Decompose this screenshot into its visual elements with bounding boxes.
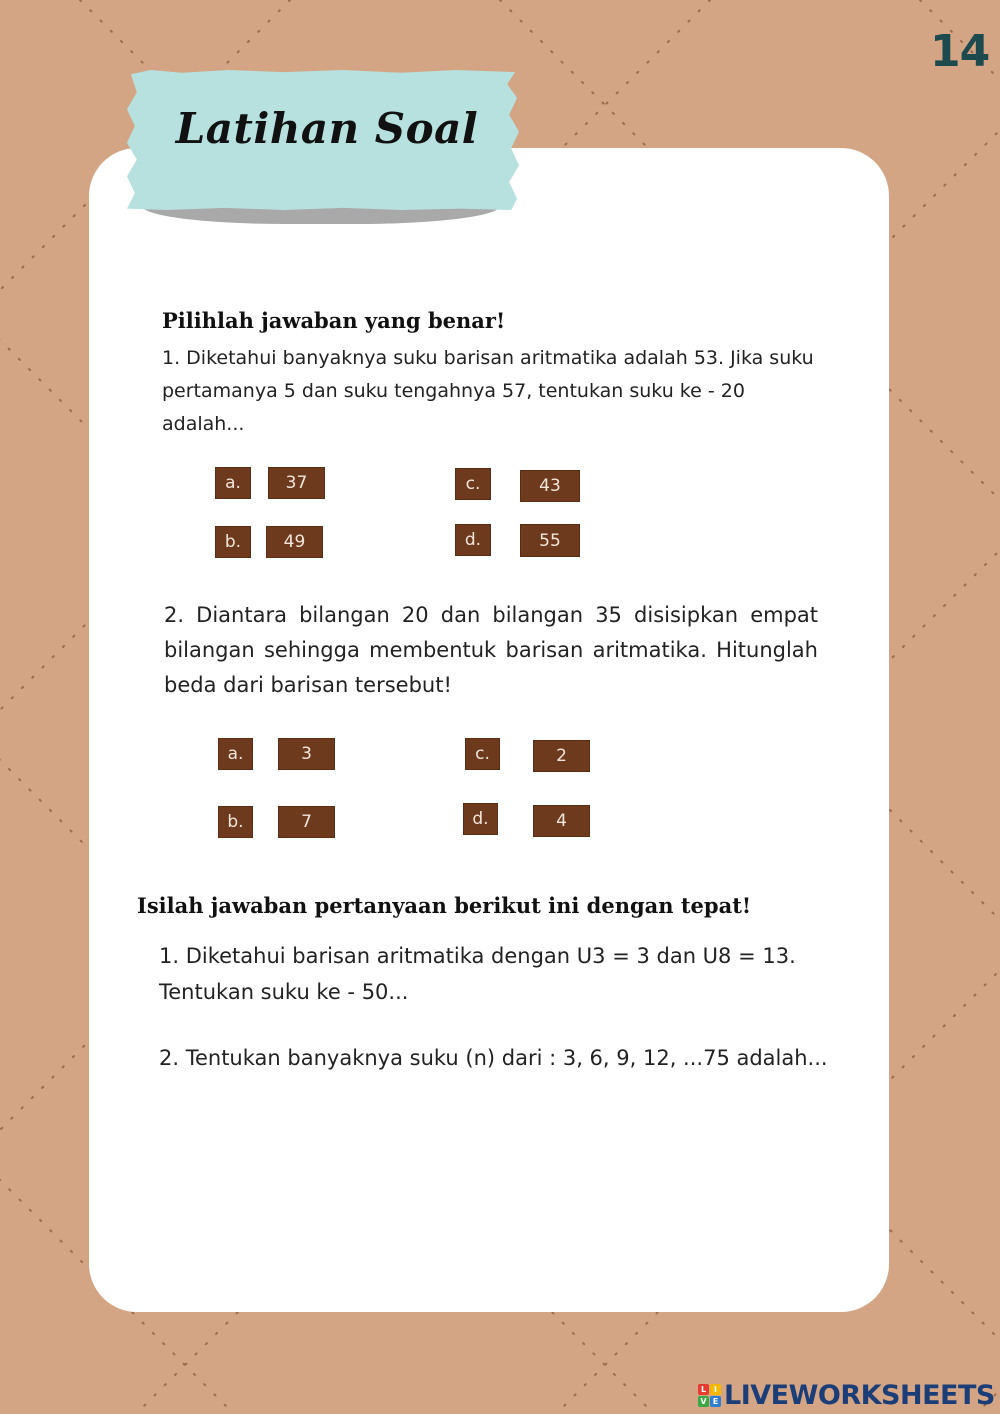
essay-question-1-text: 1. Diketahui barisan aritmatika dengan U3 = 3 dan U8 = 13. Tentukan suku ke - 50...	[159, 944, 796, 1004]
q1-option-c-value[interactable]: 43	[520, 470, 580, 502]
logo-square-v: V	[698, 1396, 709, 1407]
multiple-choice-heading: Pilihlah jawaban yang benar!	[162, 308, 506, 333]
page-number: 14	[930, 26, 990, 77]
page-title: Latihan Soal	[175, 104, 479, 153]
essay-heading: Isilah jawaban pertanyaan berikut ini dengan tepat!	[137, 893, 752, 918]
q2-option-a-value[interactable]: 3	[278, 738, 335, 770]
q2-option-c-letter: c.	[465, 738, 500, 770]
q1-option-a-value[interactable]: 37	[268, 467, 325, 499]
q1-option-b-letter: b.	[215, 526, 251, 558]
logo-square-l: L	[698, 1384, 709, 1395]
question-1-text: 1. Diketahui banyaknya suku barisan aritmatika adalah 53. Jika suku pertamanya 5 dan suku tengahnya 57, tentukan suku ke - 20 adalah...	[162, 347, 814, 435]
q2-option-d-letter: d.	[463, 803, 498, 835]
q2-option-b-value[interactable]: 7	[278, 806, 335, 838]
question-2-text: 2. Diantara bilangan 20 dan bilangan 35 disisipkan empat bilangan sehingga membentuk barisan aritmatika. Hitunglah beda dari barisan tersebut!	[164, 603, 818, 697]
q2-option-c-value[interactable]: 2	[533, 740, 590, 772]
logo-square-i: I	[710, 1384, 721, 1395]
liveworksheets-logo-icon	[698, 1384, 721, 1407]
q1-option-c-letter: c.	[455, 468, 491, 500]
q1-option-a-letter: a.	[215, 467, 251, 499]
q2-option-a-letter: a.	[218, 738, 253, 770]
q1-option-d-value[interactable]: 55	[520, 524, 580, 557]
q2-option-b-letter: b.	[218, 806, 253, 838]
q2-option-d-value[interactable]: 4	[533, 805, 590, 837]
logo-square-e: E	[710, 1396, 721, 1407]
q1-option-b-value[interactable]: 49	[266, 526, 323, 558]
q1-option-d-letter: d.	[455, 524, 491, 556]
essay-question-2-text: 2. Tentukan banyaknya suku (n) dari : 3, 6, 9, 12, ...75 adalah...	[159, 1046, 828, 1070]
liveworksheets-logo[interactable]	[698, 1378, 995, 1412]
liveworksheets-logo-text: LIVEWORKSHEETS	[724, 1379, 995, 1411]
